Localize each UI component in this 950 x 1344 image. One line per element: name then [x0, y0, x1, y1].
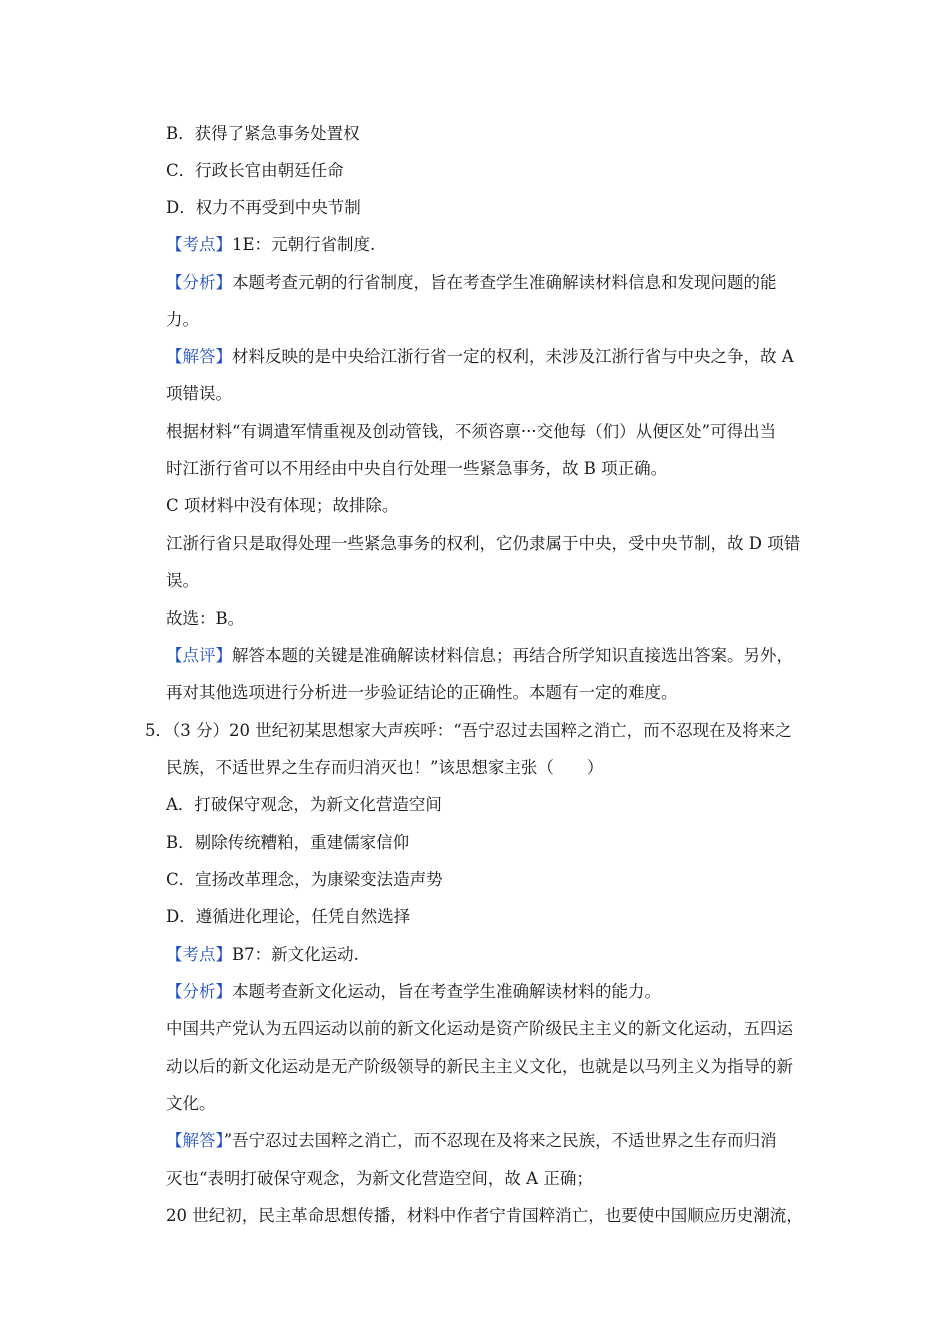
option-c: C．行政长官由朝廷任命	[166, 161, 344, 180]
jieda-text: 材料反映的是中央给江浙行省一定的权利，未涉及江浙行省与中央之争，故 A	[232, 347, 794, 366]
option-b: B．剔除传统糟粕，重建儒家信仰	[166, 833, 410, 852]
fenxi-line	[166, 981, 811, 1003]
question-stem-cont: 民族，不适世界之生存而归消灭也！”该思想家主张（ ）	[166, 758, 604, 777]
fenxi-line	[166, 272, 811, 294]
option-d: D．遵循进化理论，任凭自然选择	[166, 907, 411, 926]
jieda-tag: 【解答】	[166, 1131, 224, 1150]
kaodian-text: 1E：元朝行省制度.	[232, 235, 376, 254]
question-number: 5．	[145, 721, 172, 740]
jieda-text-cont: C 项材料中没有体现；故排除。	[166, 496, 399, 515]
fenxi-tag: 【分析】	[166, 273, 232, 292]
jieda-text: ”吾宁忍过去国粹之消亡，而不忍现在及将来之民族，不适世界之生存而归消	[223, 1131, 777, 1150]
question-stem-text: （3 分）20 世纪初某思想家大声疾呼：“吾宁忍过去国粹之消亡，而不忍现在及将来之	[172, 721, 792, 740]
kaodian-text: B7：新文化运动.	[232, 945, 359, 964]
jieda-line	[166, 1130, 811, 1152]
jieda-answer: 故选：B。	[166, 609, 245, 628]
jieda-text-cont: 项错误。	[166, 384, 232, 403]
jieda-tag: 【解答】	[166, 347, 232, 366]
option-b: B．获得了紧急事务处置权	[166, 124, 360, 143]
fenxi-text-cont: 力。	[166, 310, 199, 329]
dianping-text-cont: 再对其他选项进行分析进一步验证结论的正确性。本题有一定的难度。	[166, 683, 678, 702]
fenxi-text: 本题考查新文化运动，旨在考查学生准确解读材料的能力。	[232, 982, 661, 1001]
kaodian-tag: 【考点】	[166, 945, 232, 964]
jieda-line	[166, 346, 811, 368]
dianping-text: 解答本题的关键是准确解读材料信息；再结合所学知识直接选出答案。另外，	[232, 646, 793, 665]
jieda-text-cont: 灭也“表明打破保守观念，为新文化营造空间，故 A 正确；	[166, 1169, 593, 1188]
dianping-line	[166, 645, 811, 667]
fenxi-tag: 【分析】	[166, 982, 232, 1001]
dianping-tag: 【点评】	[166, 646, 232, 665]
jieda-text-cont: 江浙行省只是取得处理一些紧急事务的权利，它仍隶属于中央，受中央节制，故 D 项错	[166, 534, 801, 553]
jieda-text-cont: 20 世纪初，民主革命思想传播，材料中作者宁肯国粹消亡，也要使中国顺应历史潮流，	[166, 1206, 803, 1225]
kaodian-line	[166, 944, 811, 966]
fenxi-text-cont: 动以后的新文化运动是无产阶级领导的新民主主义文化，也就是以马列主义为指导的新	[166, 1057, 793, 1076]
kaodian-line	[166, 234, 811, 256]
fenxi-text: 本题考查元朝的行省制度，旨在考查学生准确解读材料信息和发现问题的能	[232, 273, 777, 292]
jieda-text-cont: 时江浙行省可以不用经由中央自行处理一些紧急事务，故 B 项正确。	[166, 459, 668, 478]
kaodian-tag: 【考点】	[166, 235, 232, 254]
fenxi-text-cont: 文化。	[166, 1094, 216, 1113]
option-a: A．打破保守观念，为新文化营造空间	[166, 795, 442, 814]
fenxi-text-cont: 中国共产党认为五四运动以前的新文化运动是资产阶级民主主义的新文化运动，五四运	[166, 1019, 793, 1038]
option-d: D．权力不再受到中央节制	[166, 198, 361, 217]
jieda-text-cont: 误。	[166, 571, 199, 590]
option-c: C．宣扬改革理念，为康梁变法造声势	[166, 870, 443, 889]
jieda-text-cont: 根据材料“有调遣军情重视及创动管钱，不须咨禀···交他每（们）从便区处”可得出当	[166, 422, 777, 441]
question-stem	[145, 720, 811, 742]
